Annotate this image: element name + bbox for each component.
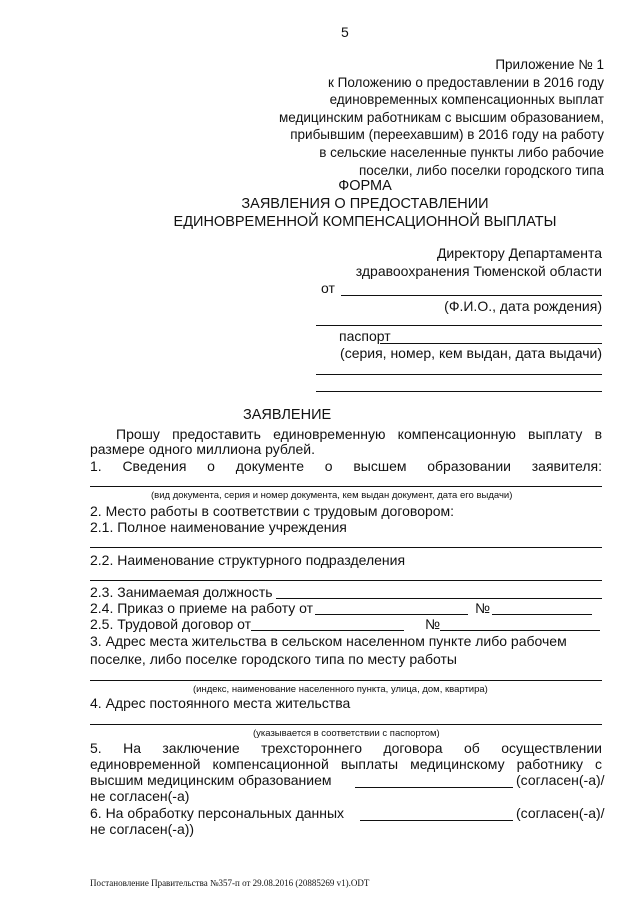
department-name-field[interactable]: [90, 580, 602, 581]
appendix-line: в сельские населенные пункты либо рабочие: [319, 144, 604, 160]
hire-order-number-field[interactable]: [492, 614, 592, 615]
item4-label: 4. Адрес постоянного места жительства: [90, 695, 351, 711]
item1-label: 1. Сведения о документе о высшем образовании заявителя:: [90, 458, 602, 474]
statement-heading: ЗАЯВЛЕНИЕ: [243, 407, 332, 423]
item5-line2: единовременной компенсационной выплаты медицинскому работнику с: [90, 756, 602, 772]
item5-line3: высшим медицинским образованием: [90, 772, 332, 788]
appendix-block: [279, 56, 604, 179]
addressee-line1: Директору Департамента: [436, 245, 602, 261]
passport-field-extra[interactable]: [316, 391, 602, 392]
item2-4-label: 2.4. Приказ о приеме на работу от: [90, 600, 314, 616]
form-title-line: ФОРМА: [338, 178, 392, 194]
labor-contract-date-field[interactable]: [251, 630, 404, 631]
item2-label: 2. Место работы в соответствии с трудовым договором:: [90, 503, 455, 519]
fio-field[interactable]: [341, 295, 602, 296]
appendix-line: медицинским работникам с высшим образованием,: [279, 109, 604, 125]
item2-5-label: 2.5. Трудовой договор от: [90, 616, 252, 632]
page-number: 5: [341, 24, 349, 40]
form-title-line: ЕДИНОВРЕМЕННОЙ КОМПЕНСАЦИОННОЙ ВЫПЛАТЫ: [173, 214, 557, 230]
item2-2-label: 2.2. Наименование структурного подразделения: [90, 552, 406, 568]
item2-3-label: 2.3. Занимаемая должность: [90, 584, 273, 600]
statement-intro-line1: Прошу предоставить единовременную компенсационную выплату в: [116, 426, 602, 442]
education-document-field[interactable]: [90, 486, 602, 487]
item3-hint: (индекс, наименование населенного пункта, улица, дом, квартира): [193, 684, 488, 695]
passport-hint: (серия, номер, кем выдан, дата выдачи): [340, 345, 602, 361]
hire-order-date-field[interactable]: [315, 614, 468, 615]
rural-address-field[interactable]: [90, 680, 602, 681]
item5-agree: (согласен(-а)/: [516, 772, 605, 788]
item6-label: 6. На обработку персональных данных: [90, 805, 345, 821]
appendix-line: прибывшим (переехавшим) в 2016 году на работу: [290, 127, 604, 143]
appendix-line: поселки, либо поселки городского типа: [358, 162, 604, 178]
item2-5-number-label: №: [425, 616, 441, 632]
passport-field-extra[interactable]: [316, 374, 602, 375]
tripartite-consent-field[interactable]: [355, 787, 513, 788]
institution-name-field[interactable]: [90, 547, 602, 548]
appendix-title: Приложение № 1: [495, 57, 604, 72]
item5-line4: не согласен(-а): [90, 788, 190, 804]
item5-line1: 5. На заключение трехстороннего договора об осуществлении: [90, 740, 602, 756]
item2-1-label: 2.1. Полное наименование учреждения: [90, 519, 347, 535]
item3-line2: поселке, либо поселке городского типа по месту работы: [90, 651, 457, 667]
item1-hint: (вид документа, серия и номер документа, кем выдан документ, дата его выдачи): [151, 490, 513, 501]
fio-field-continued[interactable]: [316, 325, 602, 326]
fio-hint: (Ф.И.О., дата рождения): [444, 298, 602, 314]
item2-4-number-label: №: [475, 600, 491, 616]
footer-note: Постановление Правительства №357-п от 29.08.2016 (20885269 v1).ODT: [90, 878, 370, 888]
statement-intro-line2: размере одного миллиона рублей.: [90, 441, 315, 457]
appendix-line: к Положению о предоставлении в 2016 году: [327, 74, 604, 90]
personal-data-consent-field[interactable]: [360, 820, 513, 821]
item6-agree: (согласен(-а)/: [516, 805, 605, 821]
item6-line2: не согласен(-а)): [90, 821, 195, 837]
labor-contract-number-field[interactable]: [440, 630, 600, 631]
passport-label: паспорт: [339, 328, 391, 344]
form-title: [160, 177, 570, 231]
item4-hint: (указывается в соответствии с паспортом): [253, 728, 440, 739]
addressee-line2: здравоохранения Тюменской области: [355, 263, 602, 279]
form-title-line: ЗАЯВЛЕНИЯ О ПРЕДОСТАВЛЕНИИ: [241, 196, 489, 212]
passport-field[interactable]: [380, 343, 602, 344]
from-label: от: [321, 280, 335, 296]
position-field[interactable]: [276, 598, 602, 599]
appendix-line: единовременных компенсационных выплат: [329, 92, 604, 108]
item3-line1: 3. Адрес места жительства в сельском населенном пункте либо рабочем: [90, 633, 567, 649]
permanent-address-field[interactable]: [90, 724, 602, 725]
